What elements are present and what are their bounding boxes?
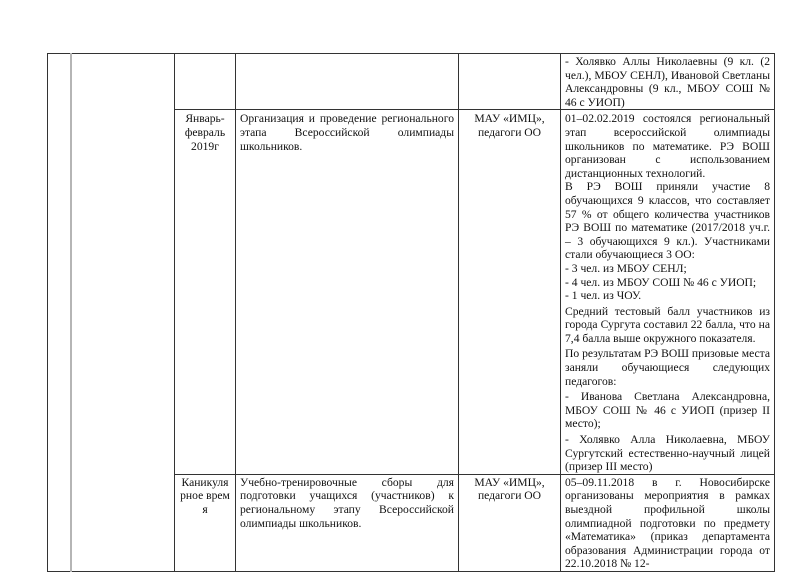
section-cell <box>71 54 175 572</box>
activity-cell <box>236 54 459 110</box>
table-row <box>48 54 775 110</box>
result-paragraph: - Холявко Алла Николаевна, МБОУ Сургутский естественно-научный лицей (призер III место) <box>565 433 770 474</box>
period-cell <box>175 54 236 110</box>
period-cell: Каникулярное время <box>175 474 236 571</box>
result-paragraph: - Иванова Светлана Александровна, МБОУ СОШ № 46 с УИОП (призер II место); <box>565 390 770 431</box>
result-cell <box>561 54 775 110</box>
result-paragraph: По результатам РЭ ВОШ призовые места заняли обучающиеся следующих педагогов: <box>565 347 770 388</box>
activity-cell: Организация и проведение регионального этапа Всероссийской олимпиады школьников. <box>236 110 459 474</box>
responsible-cell: МАУ «ИМЦ», педагоги ОО <box>459 474 561 571</box>
result-paragraph: - 1 чел. из ЧОУ. <box>565 289 642 303</box>
result-paragraph: 01–02.02.2019 состоялся региональный этап всероссийской олимпиады школьников по математике. РЭ ВОШ организован с использованием дистанционных технологий. <box>565 112 770 180</box>
result-cell <box>561 110 775 474</box>
responsible-cell <box>459 54 561 110</box>
responsible-cell: МАУ «ИМЦ», педагоги ОО <box>459 110 561 474</box>
result-paragraph: 05–09.11.2018 в г. Новосибирске организованы мероприятия в рамках выездной профильной школы олимпиадной подготовки по предмету «Математика» (приказ департамента образования Администрации города от 22.10.2018 № 12- <box>565 475 770 571</box>
result-paragraph: - 4 чел. из МБОУ СОШ № 46 с УИОП; <box>565 275 757 289</box>
activity-cell: Учебно-тренировочные сборы для подготовки учащихся (участников) к региональному этапу Всероссийской олимпиады школьников. <box>236 474 459 571</box>
result-paragraph: - Холявко Аллы Николаевны (9 кл. (2 чел.), МБОУ СЕНЛ), Ивановой Светланы Александровны (9 кл., МБОУ СОШ № 46 с УИОП) <box>565 55 770 109</box>
number-cell <box>48 54 71 572</box>
period-cell: Январь-февраль 2019г <box>175 110 236 474</box>
result-cell <box>561 474 775 571</box>
result-paragraph: В РЭ ВОШ приняли участие 8 обучающихся 9 классов, что составляет 57 % от общего количества участников РЭ ВОШ по математике (2017/2018 уч.г. – 3 обучающихся 9 кл.). Участниками стали обучающиеся 3 ОО: <box>565 180 770 262</box>
plan-table <box>47 53 775 572</box>
result-paragraph: Средний тестовый балл участников из города Сургута составил 22 балла, что на 7,4 балла выше окружного показателя. <box>565 304 770 345</box>
result-paragraph: - 3 чел. из МБОУ СЕНЛ; <box>565 261 687 275</box>
